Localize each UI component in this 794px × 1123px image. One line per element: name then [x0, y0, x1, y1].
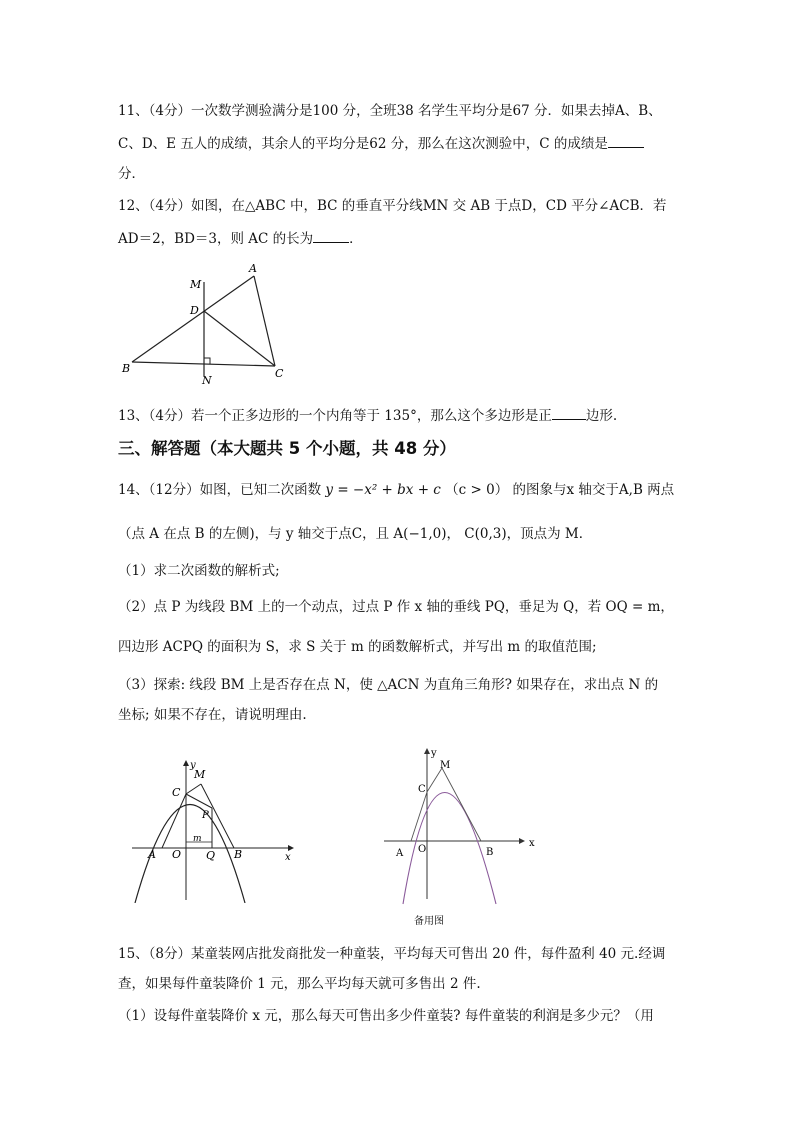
label-c: C — [172, 786, 181, 799]
segment-cm — [186, 784, 201, 794]
segment-ac — [162, 794, 186, 848]
label-m: M — [190, 278, 202, 291]
segment-mb — [442, 768, 481, 841]
x-axis-arrow — [519, 838, 525, 844]
label-m: M — [440, 760, 451, 771]
y-axis-arrow — [424, 748, 430, 754]
segment-cp — [186, 794, 212, 808]
q14-formula: y = −x² + bx + c — [325, 482, 441, 498]
x-axis-arrow — [288, 845, 294, 851]
label-a: A — [249, 262, 257, 275]
label-b: B — [122, 362, 131, 375]
q13-text: 13、（4分）若一个正多边形的一个内角等于 135°，那么这个多边形是正 — [118, 408, 552, 424]
parabola — [403, 793, 496, 905]
label-c: C — [418, 784, 426, 795]
label-o: O — [172, 848, 182, 861]
q15-part1: （1）设每件童装降价 x 元，那么每天可售出多少件童装? 每件童装的利润是多少元？（用 — [118, 1008, 654, 1024]
q14-line1 — [118, 480, 674, 500]
q13-end: 边形. — [585, 408, 618, 424]
q14-spare-figure — [384, 744, 554, 929]
answer-blank — [313, 228, 349, 243]
q12-line2-end: ． — [349, 231, 363, 247]
q12-line1: 12、（4分）如图，在△ABC 中，BC 的垂直平分线MN 交 AB 于点D，CD 平分∠ACB．若 — [118, 198, 667, 214]
q12-triangle-figure — [118, 258, 298, 388]
label-x: x — [285, 852, 291, 863]
q14-part3-line1: （3）探索: 线段 BM 上是否存在点 N，使 △ACN 为直角三角形? 如果存在，求出点 N 的 — [118, 677, 659, 693]
label-y: y — [190, 760, 196, 771]
q12-line2-text: AD＝2，BD＝3，则 AC 的长为 — [118, 231, 314, 247]
label-p: P — [202, 810, 209, 821]
answer-blank — [552, 405, 586, 420]
right-angle-mark — [204, 358, 210, 364]
q14-part1: （1）求二次函数的解析式; — [118, 563, 280, 579]
label-o: O — [418, 844, 427, 855]
label-d: D — [190, 304, 199, 317]
q13-line — [118, 405, 617, 426]
label-y: y — [431, 748, 437, 759]
label-n: N — [202, 374, 212, 387]
label-b: B — [486, 847, 494, 858]
label-q: Q — [206, 849, 216, 862]
q11-line3: 分． — [118, 166, 145, 182]
segment-cm — [427, 768, 442, 792]
label-m: M — [194, 768, 206, 781]
section-heading: 三、解答题（本大题共 5 个小题，共 48 分） — [118, 439, 456, 458]
q15-line1: 15、（8分）某童装网店批发商批发一种童装，平均每天可售出 20 件，每件盈利 40 元.经调 — [118, 946, 666, 962]
y-axis-arrow — [183, 760, 189, 766]
q15-line2: 查，如果每件童装降价 1 元，那么平均每天就可多售出 2 件. — [118, 976, 481, 992]
q14-intro-end: 的图象与x 轴交于A,B 两点 — [512, 482, 675, 498]
q14-condition: （c > 0） — [445, 482, 509, 498]
label-a: A — [148, 848, 156, 861]
label-a: A — [396, 848, 404, 859]
answer-blank — [608, 133, 644, 148]
q14-part2-line1: （2）点 P 为线段 BM 上的一个动点，过点 P 作 x 轴的垂线 PQ，垂足为 Q，若 OQ = m， — [118, 599, 674, 615]
q11-line1: 11、（4分）一次数学测验满分是100 分，全班38 名学生平均分是67 分．如果去掉A、B、 — [118, 103, 662, 119]
q14-intro: 14、（12分）如图，已知二次函数 — [118, 482, 322, 498]
label-x: x — [529, 838, 535, 849]
q11-line2 — [118, 133, 644, 154]
q11-line2-text: C、D、E 五人的成绩，其余人的平均分是62 分，那么在这次测验中，C 的成绩是 — [118, 136, 608, 152]
label-m-small: m — [193, 834, 202, 844]
label-b: B — [234, 848, 243, 861]
figure-caption: 备用图 — [414, 916, 444, 927]
q14-line2: （点 A 在点 B 的左侧)，与 y 轴交于点C，且 A(−1,0)， C(0,3)，顶点为 M． — [118, 526, 593, 542]
q14-part2-line2: 四边形 ACPQ 的面积为 S，求 S 关于 m 的函数解析式，并写出 m 的取值范围; — [118, 639, 597, 655]
q12-line2 — [118, 228, 363, 249]
q14-parabola-figure — [130, 758, 300, 903]
label-c: C — [275, 367, 284, 380]
q14-part3-line2: 坐标; 如果不存在，请说明理由. — [118, 707, 307, 723]
